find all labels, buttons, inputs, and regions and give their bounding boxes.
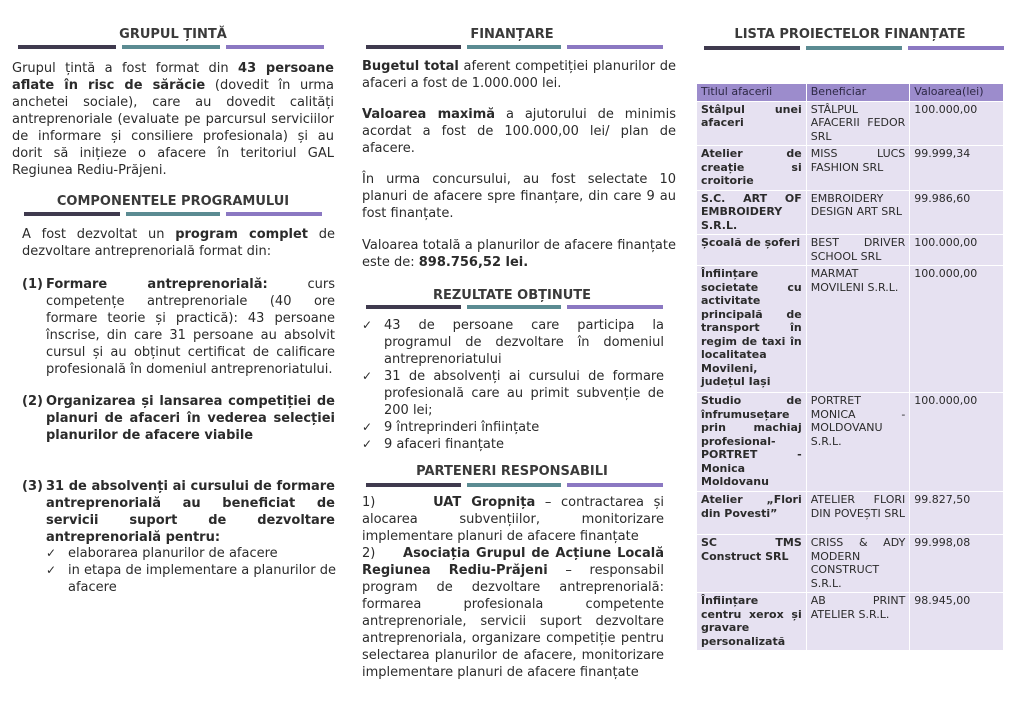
bar-teal [467,305,561,309]
text-segment: – responsabil program de dezvoltare antreprenorială: formarea profesionala competente antreprenoriale, servicii suport dezvoltare antreprenoriala, organizare competiție pentru selectarea planurilor de afacere, monitorizare implementare planuri de afacere finanțate [362,563,664,680]
text-bold-segment: UAT Gropnița [433,495,536,510]
cell-title: Școală de șoferi [697,235,807,266]
cell-title: SC TMS Construct SRL [697,535,807,593]
bar-dark [366,305,461,309]
bar-teal [467,45,561,49]
list-item-text: 43 de persoane care participa la programul de dezvoltare în domeniul antreprenoriatului [384,318,664,367]
cell-value: 100.000,00 [910,101,1004,146]
list-item-text: in etapa de implementare a planurilor de afacere [68,563,336,595]
cell-beneficiary: CRISS & ADY MODERN CONSTRUCT S.R.L. [806,535,910,593]
item-body [46,478,335,546]
bar-purple [567,305,663,309]
item-number: (2) [22,394,43,409]
bar-dark [366,45,461,49]
table-row [697,492,1004,535]
cell-value: 99.986,60 [910,190,1004,235]
text-bold-segment: Bugetul total [362,59,459,74]
cell-value: 98.945,00 [910,593,1004,651]
column-header: Valoarea(lei) [910,84,1004,102]
cell-value: 99.999,34 [910,146,1004,191]
text-segment: (dovedit în urma anchetei sociale), care au dovedit calități antreprenoriale (evaluate pe parcursul serviciilor de informare și consiliere profesionala) și au dorit să inițieze o afacere în teritoriul GAL Regiunea Rediu-Prăjeni. [12,78,334,178]
list-item-text: 9 întreprinderi înființate [384,420,540,435]
text-bold-segment: Asociația Grupul de Acțiune Locală Regiunea Rediu-Prăjeni [362,546,664,578]
finantare-p1 [362,58,676,92]
list-item [362,368,664,419]
text-bold-segment: 31 de absolvenți ai cursului de formare antreprenorială au beneficiat de servicii suport de dezvoltare antreprenorială pentru: [46,479,335,545]
section-title-componente: COMPONENTELE PROGRAMULUI [56,194,290,209]
table-row [697,235,1004,266]
title-bars [366,45,663,49]
item-number: (3) [22,479,43,494]
column-header: Titlul afacerii [697,84,807,102]
bar-teal [122,45,220,49]
title-bars [24,212,322,216]
checkmark-icon: ✓ [362,437,373,451]
bar-purple [908,46,1004,50]
section-title-grupul-tinta: GRUPUL ȚINTĂ [119,27,227,42]
text-segment: A fost dezvoltat un [22,227,176,242]
column-header: Beneficiar [806,84,910,102]
bar-dark [704,46,800,50]
cell-beneficiary: EMBROIDERY DESIGN ART SRL [806,190,910,235]
checkmark-icon: ✓ [46,563,57,577]
bar-teal [806,46,902,50]
finantare-p3: În urma concursului, au fost selectate 10 planuri de afacere spre finanțare, din care 9 au fost finanțate. [362,172,676,221]
cell-title: Atelier de creație si croitorie [697,146,807,191]
cell-title: Înființare centru xerox și gravare personalizată [697,593,807,651]
table-row [697,146,1004,191]
cell-beneficiary: ATELIER FLORI DIN POVEȘTI SRL [806,492,910,535]
list-item [362,419,664,436]
table-row [697,393,1004,492]
componente-intro [22,226,335,260]
text-segment: aferent competiției planurilor de afaceri a fost de 1.000.000 lei. [362,59,676,91]
title-bars [18,45,324,49]
text-bold-segment: 898.756,52 lei. [418,255,529,270]
table-row [697,535,1004,593]
text-segment: Valoarea totală a planurilor de afacere finanțate este de: [362,238,676,270]
finantare-p4 [362,237,676,271]
bar-purple [567,45,663,49]
text-segment: – contractarea și alocarea subvențiilor, monitorizare implementare planuri de afacere finanțate [362,495,665,544]
table-header-row [697,84,1004,102]
rezultate-list [362,317,664,453]
cell-beneficiary: BEST DRIVER SCHOOL SRL [806,235,910,266]
checkmark-icon: ✓ [362,420,373,434]
title-bars [704,46,1004,50]
list-item [362,436,664,453]
cell-value: 100.000,00 [910,266,1004,393]
text-segment: curs competențe antreprenoriale (40 ore formare teorie și practică): 43 persoane înscrise, din care [46,277,336,343]
text-bold-italic-segment: 31 persoane au absolvit cursul și au obținut certificat de calificare profesională în domeniul antreprenoriatului [46,328,335,377]
bar-purple [226,45,324,49]
text-bold-segment: Formare antreprenorială: [46,277,268,292]
checkmark-icon: ✓ [46,546,57,560]
cell-value: 99.827,50 [910,492,1004,535]
cell-beneficiary: AB PRINT ATELIER S.R.L. [806,593,910,651]
cell-beneficiary: MARMAT MOVILENI S.R.L. [806,266,910,393]
cell-value: 100.000,00 [910,235,1004,266]
bar-purple [567,483,663,487]
cell-value: 99.998,08 [910,535,1004,593]
text-segment: . [328,362,333,377]
table-row [697,190,1004,235]
text-bold-segment: Valoarea maximă [362,107,496,122]
bar-dark [18,45,116,49]
bar-teal [126,212,220,216]
text-bold-segment: Organizarea și lansarea competiției de planuri de afaceri în vederea selecției planurilor de afacere viabile [46,394,335,443]
text-bold-segment: 43 persoane aflate în risc de sărăcie [12,61,334,93]
text-bold-segment: program complet [175,227,309,242]
list-item-text: elaborarea planurilor de afacere [68,546,278,561]
item-number: 2) [362,546,376,561]
componente-item-3-list [46,545,336,596]
projects-table [696,83,1004,651]
table-row [697,593,1004,651]
item-body [46,276,335,378]
item-body [46,393,335,444]
section-title-parteneri: PARTENERI RESPONSABILI [416,464,608,479]
table-row [697,266,1004,393]
section-title-rezultate: REZULTATE OBȚINUTE [432,288,592,303]
text-segment: a ajutorului de minimis acordat a fost de 100.000,00 lei/ plan de afacere. [362,107,676,156]
title-bars [366,305,663,309]
item-number: (1) [22,277,43,292]
section-title-lista-proiecte: LISTA PROIECTELOR FINANȚATE [734,27,966,42]
bar-purple [226,212,322,216]
checkmark-icon: ✓ [362,369,373,383]
finantare-p2 [362,106,676,157]
checkmark-icon: ✓ [362,318,373,332]
list-item-text: 9 afaceri finanțate [384,437,504,452]
list-item [46,562,336,596]
cell-beneficiary: PORTRET MONICA - MOLDOVANU S.R.L. [806,393,910,492]
cell-title: Atelier „Flori din Povesti” [697,492,807,535]
cell-beneficiary: MISS LUCS FASHION SRL [806,146,910,191]
bar-teal [467,483,561,487]
list-item [46,545,336,562]
bar-dark [366,483,461,487]
list-item [362,317,664,368]
cell-value: 100.000,00 [910,393,1004,492]
table-row [697,101,1004,146]
parteneri-p1 [362,494,664,545]
text-segment: Grupul țintă a fost format din [12,61,239,76]
cell-title: Studio de înfrumusețare prin machiaj profesional-PORTRET - Monica Moldovanu [697,393,807,492]
text-segment: de dezvoltare antreprenorială format din: [22,227,336,259]
cell-beneficiary: STÂLPUL AFACERII FEDOR SRL [806,101,910,146]
grupul-tinta-text [12,60,334,179]
item-number: 1) [362,495,376,510]
bar-dark [24,212,120,216]
cell-title: Înființare societate cu activitate principală de transport în regim de taxi în localitatea Movileni, județul Iași [697,266,807,393]
title-bars [366,483,663,487]
cell-title: Stâlpul unei afaceri [697,101,807,146]
list-item-text: 31 de absolvenți ai cursului de formare profesională care au primit subvenție de 200 lei; [384,369,664,418]
parteneri-p2 [362,545,664,681]
section-title-finantare: FINANȚARE [470,27,554,42]
cell-title: S.C. ART OF EMBROIDERY S.R.L. [697,190,807,235]
